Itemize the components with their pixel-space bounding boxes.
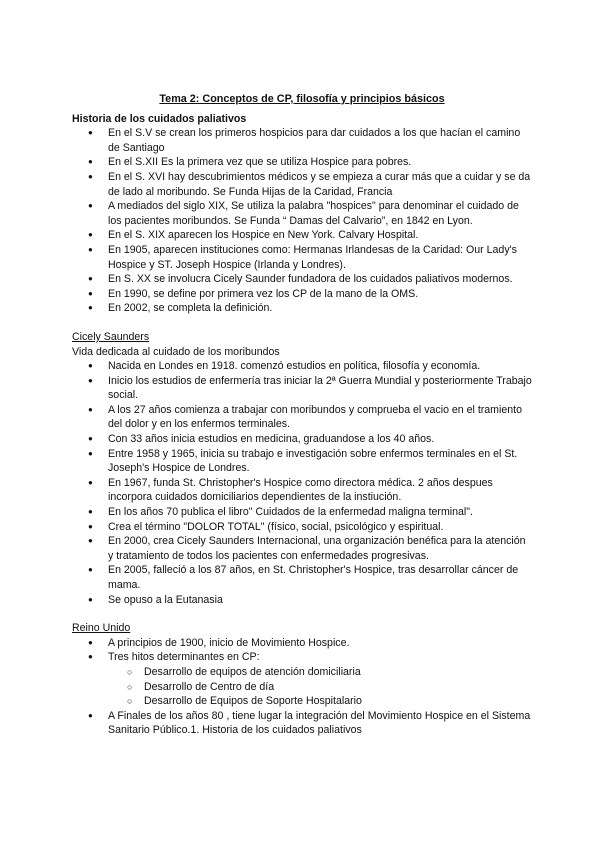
historia-list [72,126,532,316]
list-item: ● En el S.XII Es la primera vez que se utiliza Hospice para pobres. [72,155,532,170]
list-item-text: Tres hitos determinantes en CP: [108,651,260,664]
list-item: ● Nacida en Londes en 1918. comenzó estudios en política, filosofía y economía. [72,359,532,374]
list-item [72,650,532,708]
list-item: ● En 1967, funda St. Christopher's Hospice como directora médica. 2 años despues incorpora cuidados domiciliarios dependientes de la instiución. [72,476,532,505]
section-heading-cicely: Cicely Saunders [72,330,150,343]
section-subheading: Vida dedicada al cuidado de los moribundos [72,345,280,358]
document-page [72,92,532,738]
list-item: ● Entre 1958 y 1965, inicia su trabajo e investigación sobre enfermos terminales en el St. Joseph's Hospice de Londres. [72,447,532,476]
list-item: ● En 1905, aparecen instituciones como: Hermanas Irlandesas de la Caridad: Our Lady's Hospice y ST. Joseph Hospice (Irlanda y Londres). [72,243,532,272]
list-item: ● A principios de 1900, inicio de Movimiento Hospice. [72,636,532,651]
list-item: ● A Finales de los años 80 , tiene lugar la integración del Movimiento Hospice en el Sistema Sanitario Público.1. Historia de los cuidados paliativos [72,709,532,738]
sub-list-item: ○ Desarrollo de equipos de atención domiciliaria [72,665,532,680]
sub-list-item: ○ Desarrollo de Centro de día [72,680,532,695]
reino-unido-list [72,636,532,738]
list-item: ● En 2000, crea Cicely Saunders Internacional, una organización benéfica para la atención y tratamiento de todos los pacientes con enfermedades progresivas. [72,534,532,563]
list-item: ● Con 33 años inicia estudios en medicina, graduandose a los 40 años. [72,432,532,447]
list-item: ● En los años 70 publica el libro" Cuidados de la enfermedad maligna terminal". [72,505,532,520]
section-heading-historia: Historia de los cuidados paliativos [72,112,247,125]
cicely-list [72,359,532,607]
sub-list-item: ○ Desarrollo de Equipos de Soporte Hospitalario [72,694,532,709]
list-item: ● En 1990, se define por primera vez los CP de la mano de la OMS. [72,287,532,302]
list-item: ● En S. XX se involucra Cicely Saunder fundadora de los cuidados paliativos modernos. [72,272,532,287]
list-item: ● En 2002, se completa la definición. [72,301,532,316]
list-item: ● En 2005, falleció a los 87 años, en St. Christopher's Hospice, tras desarrollar cáncer de mama. [72,563,532,592]
sub-list [108,665,532,709]
list-item: ● En el S.V se crean los primeros hospicios para dar cuidados a los que hacían el camino de Santiago [72,126,532,155]
list-item: ● Crea el término "DOLOR TOTAL" (físico, social, psicológico y espiritual. [72,520,532,535]
list-item: ● En el S. XIX aparecen los Hospice en New York. Calvary Hospital. [72,228,532,243]
list-item: ● En el S. XVI hay descubrimientos médicos y se empieza a curar más que a cuidar y se da de lado al moribundo. Se Funda Hijas de la Caridad, Francia [72,170,532,199]
list-item: ● Se opuso a la Eutanasia [72,593,532,608]
list-item: ● Inicio los estudios de enfermería tras iniciar la 2ª Guerra Mundial y posteriormente Trabajo social. [72,374,532,403]
list-item: ● A los 27 años comienza a trabajar con moribundos y comprueba el vacio en el tramiento del dolor y en los enfermos terminales. [72,403,532,432]
section-heading-reino-unido: Reino Unido [72,622,131,635]
list-item: ● A mediados del siglo XIX, Se utiliza la palabra "hospices" para denominar el cuidado de los pacientes moribundos. Se Funda “ Damas del Calvario”, en 1842 en Lyon. [72,199,532,228]
page-title: Tema 2: Conceptos de CP, filosofía y principios básicos [159,93,445,105]
